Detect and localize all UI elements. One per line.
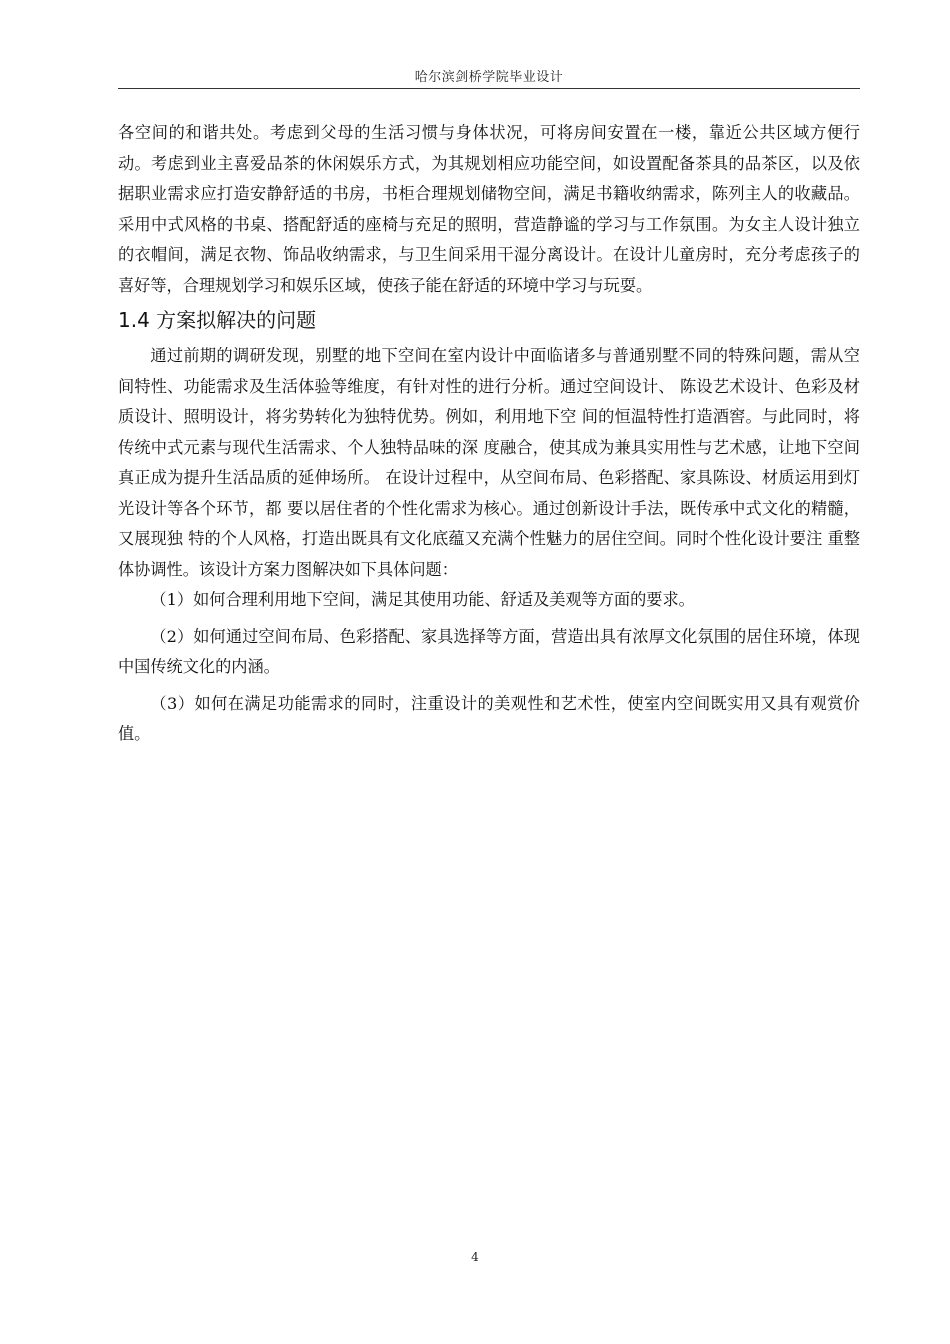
intro-paragraph: 通过前期的调研发现，别墅的地下空间在室内设计中面临诸多与普通别墅不同的特殊问题，需从空间特性、功能需求及生活体验等维度，有针对性的进行分析。通过空间设计、 陈设艺术设计、色彩及材质设计、照明设计，将劣势转化为独特优势。例如，利用地下空 间的恒温特性打造酒窖。与此同时，将传统中式元素与现代生活需求、个人独特品味的深 度融合，使其成为兼具实用性与艺术感，让地下空间真正成为提升生活品质的延伸场所。 在设计过程中，从空间布局、色彩搭配、家具陈设、材质运用到灯光设计等各个环节，都 要以居住者的个性化需求为核心。通过创新设计手法，既传承中式文化的精髓，又展现独 特的个人风格，打造出既具有文化底蕴又充满个性魅力的居住空间。同时个性化设计要注 重整体协调性。该设计方案力图解决如下具体问题：	[118, 346, 860, 579]
document-body	[118, 118, 860, 756]
problem-item-3: （3）如何在满足功能需求的同时，注重设计的美观性和艺术性，使室内空间既实用又具有观赏价值。	[118, 693, 860, 743]
problem-item-2: （2）如何通过空间布局、色彩搭配、家具选择等方面，营造出具有浓厚文化氛围的居住环境，体现中国传统文化的内涵。	[118, 626, 860, 676]
page-number: 4	[471, 1250, 479, 1264]
problem-item-1: （1）如何合理利用地下空间，满足其使用功能、舒适及美观等方面的要求。	[150, 590, 695, 609]
section-heading: 1.4 方案拟解决的问题	[118, 308, 317, 332]
page-header-title: 哈尔滨剑桥学院毕业设计	[414, 70, 564, 85]
continued-paragraph: 各空间的和谐共处。考虑到父母的生活习惯与身体状况，可将房间安置在一楼，靠近公共区域方便行动。考虑到业主喜爱品茶的休闲娱乐方式，为其规划相应功能空间，如设置配备茶具的品茶区，以及依据职业需求应打造安静舒适的书房，书柜合理规划储物空间，满足书籍收纳需求，陈列主人的收藏品。采用中式风格的书桌、搭配舒适的座椅与充足的照明，营造静谧的学习与工作氛围。为女主人设计独立的衣帽间，满足衣物、饰品收纳需求，与卫生间采用干湿分离设计。在设计儿童房时，充分考虑孩子的喜好等，合理规划学习和娱乐区域，使孩子能在舒适的环境中学习与玩耍。	[118, 123, 860, 295]
header-divider	[118, 88, 860, 89]
